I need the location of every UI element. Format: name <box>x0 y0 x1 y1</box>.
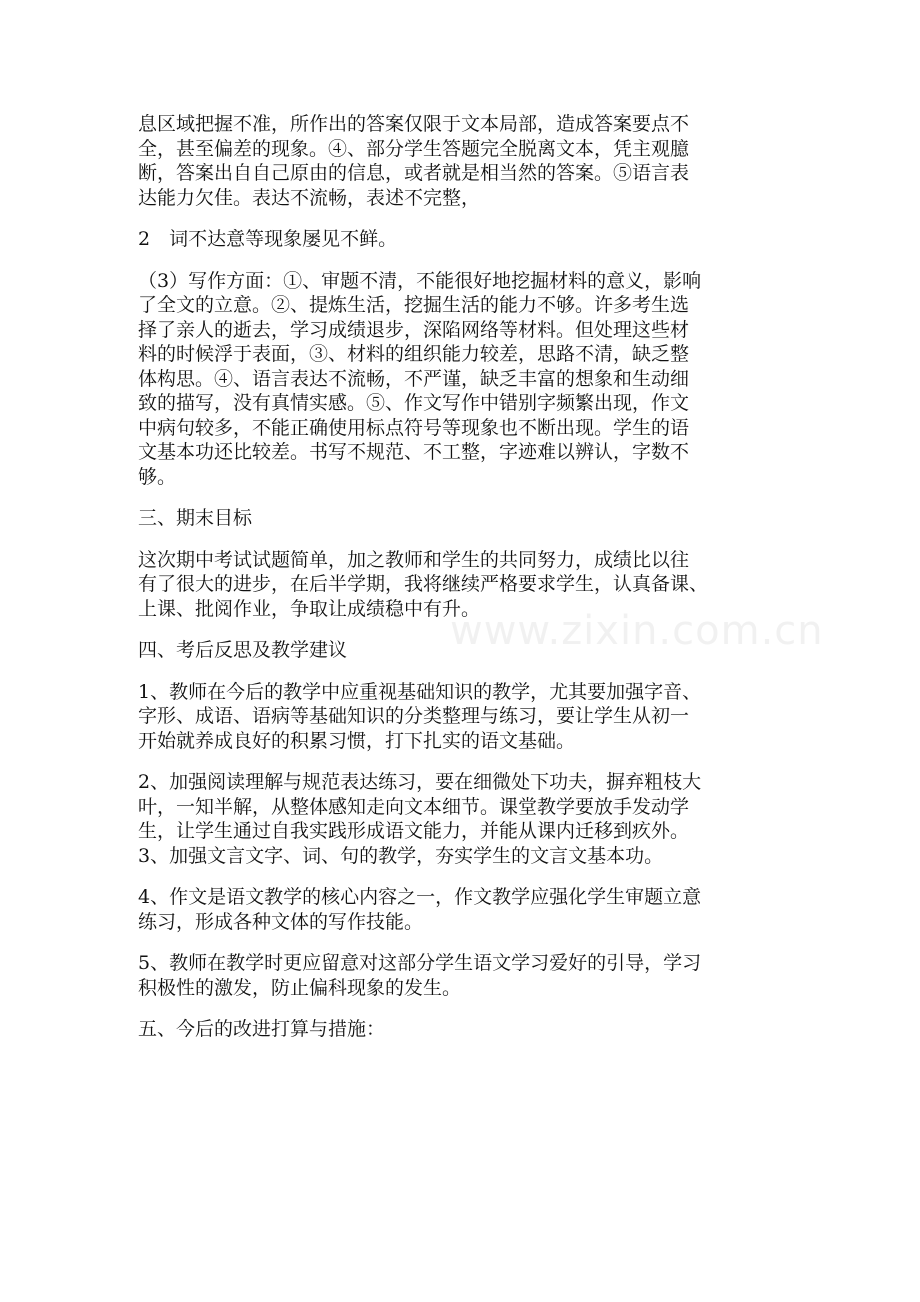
section-heading-final-goals <box>138 506 798 531</box>
text-line: 积极性的激发，防止偏科现象的发生。 <box>138 976 462 999</box>
paragraph-continuation <box>138 227 798 252</box>
text-line: 生，让学生通过自我实践形成语文能力，并能从课内迁移到疚外。 <box>138 820 690 842</box>
heading-line: 五、今后的改进打算与措施： <box>138 1018 386 1040</box>
text-line: 有了很大的进步，在后半学期，我将继续严格要求学生，认真备课、 <box>138 573 709 595</box>
text-line: 叶，一知半解，从整体感知走向文本细节。课堂教学要放手发动学 <box>138 795 690 818</box>
text-line: 3、加强文言文字、词、句的教学，夯实学生的文言文基本功。 <box>138 844 664 867</box>
heading-line: 四、考后反思及教学建议 <box>138 639 348 661</box>
paragraph-suggestion-1 <box>138 680 798 754</box>
watermark-text: www.zixin.com.cn <box>450 608 824 654</box>
text-line: 断，答案出自自己原由的信息，或者就是相当然的答案。⑤语言表 <box>138 162 690 184</box>
paragraph-suggestion-5 <box>138 951 798 1000</box>
text-line: （3）写作方面：①、审题不清，不能很好地挖掘材料的意义，影响 <box>138 269 702 292</box>
text-line: 这次期中考试试题简单，加之教师和学生的共同努力，成绩比以往 <box>138 548 690 571</box>
text-line: 达能力欠佳。表达不流畅，表述不完整， <box>138 186 481 209</box>
heading-line: 三、期末目标 <box>138 507 253 529</box>
section-heading-reflection <box>138 638 798 663</box>
text-line: 择了亲人的逝去，学习成绩退步，深陷网络等材料。但处理这些材 <box>138 318 690 341</box>
text-line: 5、教师在教学时更应留意对这部分学生语文学习爱好的引导，学习 <box>138 952 702 974</box>
text-line: 够。 <box>138 465 177 488</box>
text-line: 体构思。④、语言表达不流畅，不严谨，缺乏丰富的想象和生动细 <box>138 367 690 390</box>
text-line: 字形、成语、语病等基础知识的分类整理与练习，要让学生从初一 <box>138 705 690 727</box>
paragraph-reading-issues <box>138 112 798 210</box>
paragraph-suggestion-2-3 <box>138 770 798 868</box>
text-line: 练习，形成各种文体的写作技能。 <box>138 910 424 933</box>
text-line: 文基本功还比较差。书写不规范、不工整，字迹难以辨认，字数不 <box>138 441 690 463</box>
paragraph-final-goals <box>138 548 798 622</box>
text-line: 致的描写，没有真情实感。⑤、作文写作中错别字频繁出现，作文 <box>138 392 690 414</box>
text-line: 1、教师在今后的教学中应重视基础知识的教学，尤其要加强字音、 <box>138 680 702 703</box>
paragraph-writing-issues <box>138 269 798 490</box>
text-line: 2、加强阅读理解与规范表达练习，要在细微处下功夫，摒弃粗枝大 <box>138 771 702 793</box>
text-line: 息区域把握不准，所作出的答案仅限于文本局部，造成答案要点不 <box>138 113 690 135</box>
document-body <box>138 112 798 1042</box>
text-line: 开始就养成良好的积累习惯，打下扎实的语文基础。 <box>138 729 576 752</box>
text-line: 料的时候浮于表面，③、材料的组织能力较差，思路不清，缺乏整 <box>138 343 690 365</box>
paragraph-suggestion-4 <box>138 885 798 934</box>
text-line: 4、作文是语文教学的核心内容之一，作文教学应强化学生审题立意 <box>138 886 702 908</box>
section-heading-improvement <box>138 1017 798 1042</box>
text-line: 全，甚至偏差的现象。④、部分学生答题完全脱离文本，凭主观臆 <box>138 137 690 160</box>
text-line: 上课、批阅作业，争取让成绩稳中有升。 <box>138 597 481 620</box>
text-line: 中病句较多，不能正确使用标点符号等现象也不断出现。学生的语 <box>138 416 690 439</box>
text-line: 2 词不达意等现象屡见不鲜。 <box>138 228 398 250</box>
text-line: 了全文的立意。②、提炼生活，挖掘生活的能力不够。许多考生选 <box>138 294 690 316</box>
